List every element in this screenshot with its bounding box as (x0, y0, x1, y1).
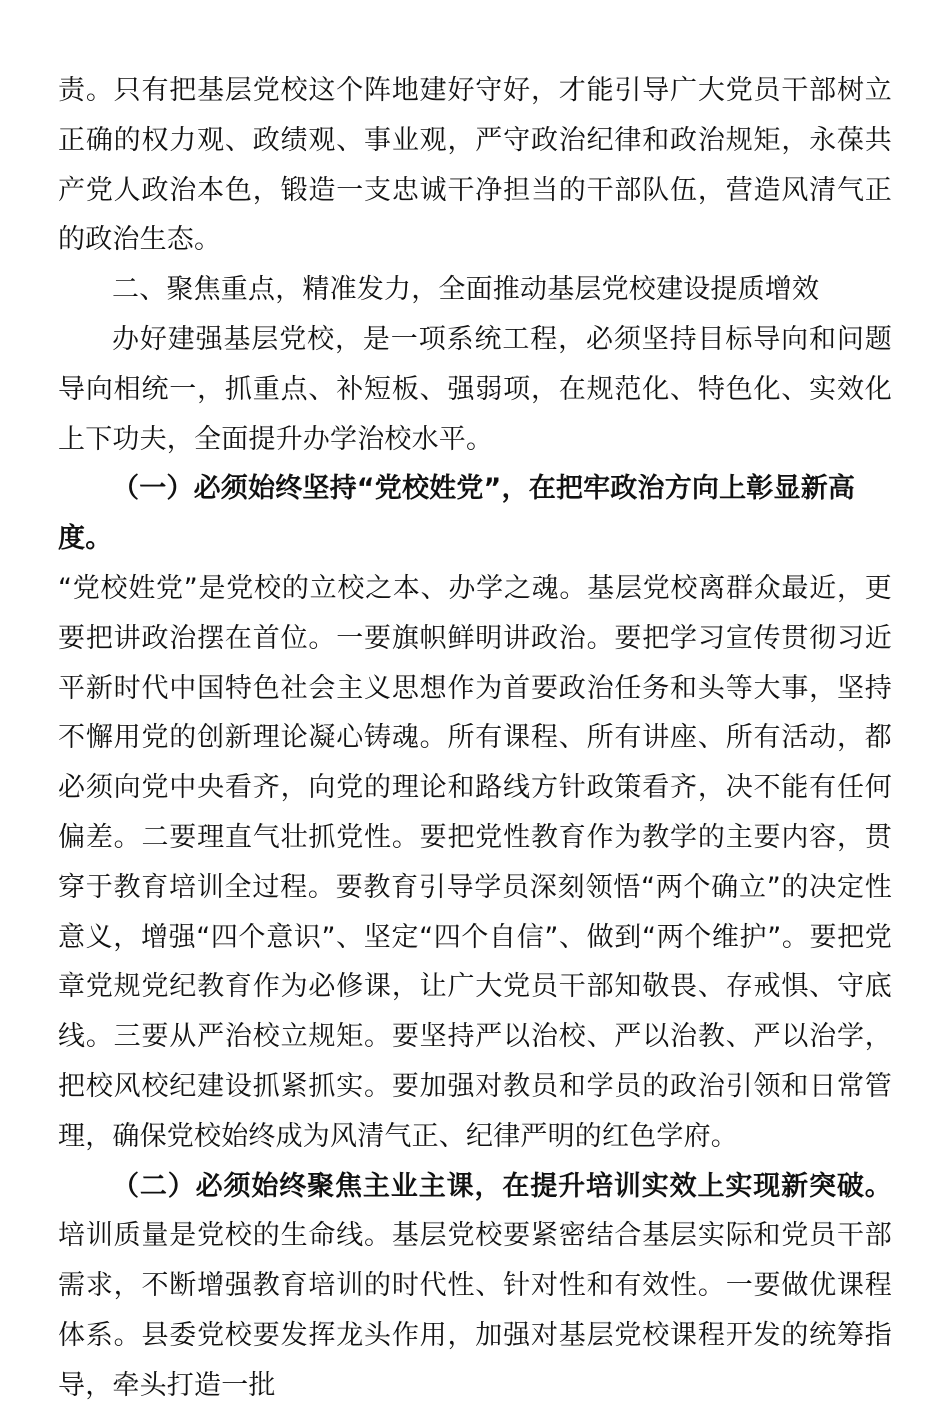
section-heading-2: 二、聚焦重点，精准发力，全面推动基层党校建设提质增效 (112, 274, 820, 306)
subsection-title-2: （二）必须始终聚焦主业主课，在提升培训实效上实现新突破。 (112, 1170, 892, 1202)
subsection-2 (58, 1162, 892, 1411)
subsection-title-1: （一）必须始终坚持“党校姓党”，在把牢政治方向上彰显新高度。 (58, 473, 856, 555)
paragraph-intro: 办好建强基层党校，是一项系统工程，必须坚持目标导向和问题导向相统一，抓重点、补短板、强弱项，在规范化、特色化、实效化上下功夫，全面提升办学治校水平。 (58, 323, 892, 455)
subsection-body-1: “党校姓党”是党校的立校之本、办学之魂。基层党校离群众最近，更要把讲政治摆在首位。一要旗帜鲜明讲政治。要把学习宣传贯彻习近平新时代中国特色社会主义思想作为首要政治任务和头等大事，坚持不懈用党的创新理论凝心铸魂。所有课程、所有讲座、所有活动，都必须向党中央看齐，向党的理论和路线方针政策看齐，决不能有任何偏差。二要理直气壮抓党性。要把党性教育作为教学的主要内容，贯穿于教育培训全过程。要教育引导学员深刻领悟“两个确立”的决定性意义，增强“四个意识”、坚定“四个自信”、做到“两个维护”。要把党章党规党纪教育作为必修课，让广大党员干部知敬畏、存戒惧、守底线。三要从严治校立规矩。要坚持严以治校、严以治教、严以治学，把校风校纪建设抓紧抓实。要加强对教员和学员的政治引领和日常管理，确保党校始终成为风清气正、纪律严明的红色学府。 (58, 572, 892, 1152)
subsection-body-2: 培训质量是党校的生命线。基层党校要紧密结合基层实际和党员干部需求，不断增强教育培训的时代性、针对性和有效性。一要做优课程体系。县委党校要发挥龙头作用，加强对基层党校课程开发的统筹指导，牵头打造一批 (58, 1220, 892, 1401)
document-page (58, 66, 892, 1411)
paragraph-continuation: 责。只有把基层党校这个阵地建好守好，才能引导广大党员干部树立正确的权力观、政绩观、事业观，严守政治纪律和政治规矩，永葆共产党人政治本色，锻造一支忠诚干净担当的干部队伍，营造风清气正的政治生态。 (58, 75, 892, 256)
